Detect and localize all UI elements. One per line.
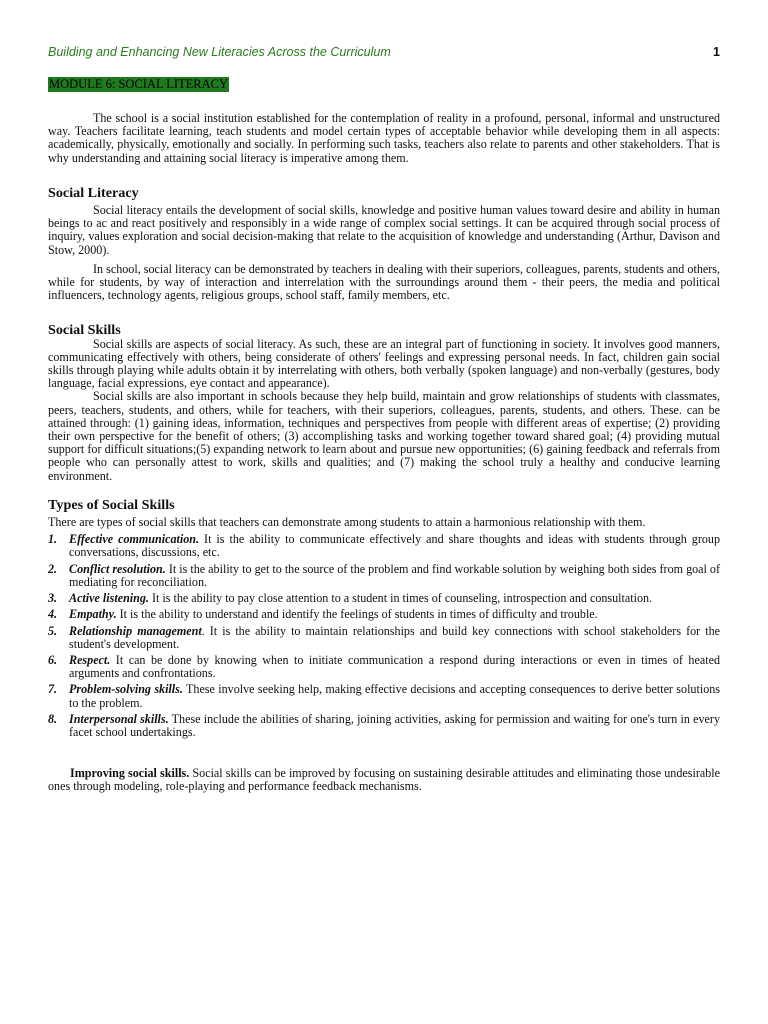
improving-social-skills-paragraph — [48, 767, 720, 793]
social-literacy-paragraph-1: Social literacy entails the development of social skills, knowledge and positive human values toward desire and ability in human beings to ac and react positively and responsibly in a wide range of complex social settings. It can be acquired through social process of inquiry, values exploration and social decision-making that relate to the acquisition of knowledge and understanding (Arthur, Davison and Stow, 2000). — [48, 203, 720, 257]
list-number: 1. — [48, 532, 58, 547]
list-text: It can be done by knowing when to initiate communication a respond during interactions or even in times of heated arguments and confrontations. — [69, 652, 720, 681]
list-text: . It is the ability to maintain relationships and build key connections with school stakeholders for the student's development. — [69, 623, 720, 651]
list-text: It is the ability to get to the source of the problem and find workable solution by weighing both sides from goal of mediating for reconciliation. — [69, 561, 720, 589]
social-skills-paragraph-1: Social skills are aspects of social literacy. As such, these are an integral part of functioning in society. It involves good manners, communicating effectively with others, being considerate of others' feelings and expressing personal needs. In fact, children gain social skills through playing while adults obtain it by interrelating with others, both verbally (spoken language) and non-verbally (gestures, body language, facial expressions, eye contact and appearance). — [48, 336, 720, 391]
list-item — [48, 563, 720, 589]
page-number: 1 — [713, 45, 720, 59]
list-term: Respect. — [69, 652, 111, 667]
list-item — [48, 625, 720, 651]
list-item — [48, 533, 720, 559]
list-number: 6. — [48, 652, 58, 667]
social-skills-paragraph-2: Social skills are also important in schools because they help build, maintain and grow relationships of students with classmates, peers, teachers, students, and others, while for teachers, with their superiors, colleagues, parents, students, and others. These. can be attained through: (1) gaining ideas, information, techniques and perspectives from people with different areas of expertise; (2) providing their own perspective for the benefit of others; (3) accomplishing tasks and working together toward shared goal; (4) providing mutual support for difficult situations;(5) expanding network to learn about and pursue new opportunities; (6) gaining feedback and referrals from people who can personally attest to work, skills and qualities; and (7) making the school truly a healthy and conducive learning environment. — [48, 389, 720, 483]
list-number: 4. — [48, 607, 58, 622]
list-term: Effective communication. — [69, 532, 200, 547]
list-term: Interpersonal skills. — [69, 711, 169, 726]
list-term: Empathy. — [69, 607, 117, 622]
list-term: Active listening. — [69, 591, 149, 606]
list-item — [48, 608, 720, 621]
improving-title: Improving social skills. — [70, 766, 190, 781]
section-heading-social-literacy: Social Literacy — [48, 184, 139, 201]
list-number: 8. — [48, 711, 58, 726]
module-label: MODULE 6: SOCIAL LITERACY — [49, 77, 229, 91]
page-header — [48, 44, 720, 60]
list-term: Relationship management — [69, 623, 202, 638]
document-body — [48, 112, 720, 794]
intro-paragraph: The school is a social institution established for the contemplation of reality in a profound, personal, informal and unstructured way. Teachers facilitate learning, teach students and model certain types of acceptable behavior while developing them in all aspects: academically, physically, emotionally and socially. In performing such tasks, teachers also relate to parents and other stakeholders. That is why understanding and attaining social literacy is imperative among them. — [48, 111, 720, 165]
list-item — [48, 592, 720, 605]
section-heading-types-of-social-skills: Types of Social Skills — [48, 496, 175, 513]
list-text: It is the ability to understand and identify the feelings of students in times of difficulty and trouble. — [116, 607, 598, 622]
social-literacy-paragraph-2: In school, social literacy can be demonstrated by teachers in dealing with their superiors, colleagues, parents, students and others, while for students, by way of interaction and interrelation with the surroundings around them - their peers, the media and political influencers, technology agents, religious groups, school staff, family members, etc. — [48, 261, 720, 303]
social-skills-list — [48, 533, 720, 739]
list-term: Problem-solving skills. — [69, 682, 183, 697]
list-number: 7. — [48, 682, 58, 697]
header-title: Building and Enhancing New Literacies Across the Curriculum — [48, 45, 391, 59]
list-text: It is the ability to communicate effectively and share thoughts and ideas with students through group conversations, discussions, etc. — [69, 532, 720, 560]
list-number: 5. — [48, 623, 58, 638]
list-number: 3. — [48, 591, 58, 606]
section-heading-social-skills: Social Skills — [48, 322, 121, 339]
improving-text: Social skills can be improved by focusing on sustaining desirable attitudes and eliminating those undesirable ones through modeling, role-playing and performance feedback mechanisms. — [48, 766, 721, 794]
list-text: These involve seeking help, making effective decisions and accepting consequences to derive better solutions to the problem. — [69, 682, 720, 710]
list-text: These include the abilities of sharing, joining activities, asking for permission and waiting for one's turn in every facet school undertakings. — [69, 711, 720, 739]
list-item — [48, 683, 720, 709]
list-item — [48, 713, 720, 739]
list-term: Conflict resolution. — [69, 561, 166, 576]
list-text: It is the ability to pay close attention to a student in times of counseling, introspection and consultation. — [148, 591, 653, 606]
types-intro-paragraph: There are types of social skills that teachers can demonstrate among students to attain a harmonious relationship with them. — [48, 515, 646, 530]
list-number: 2. — [48, 561, 58, 576]
list-item — [48, 654, 720, 680]
